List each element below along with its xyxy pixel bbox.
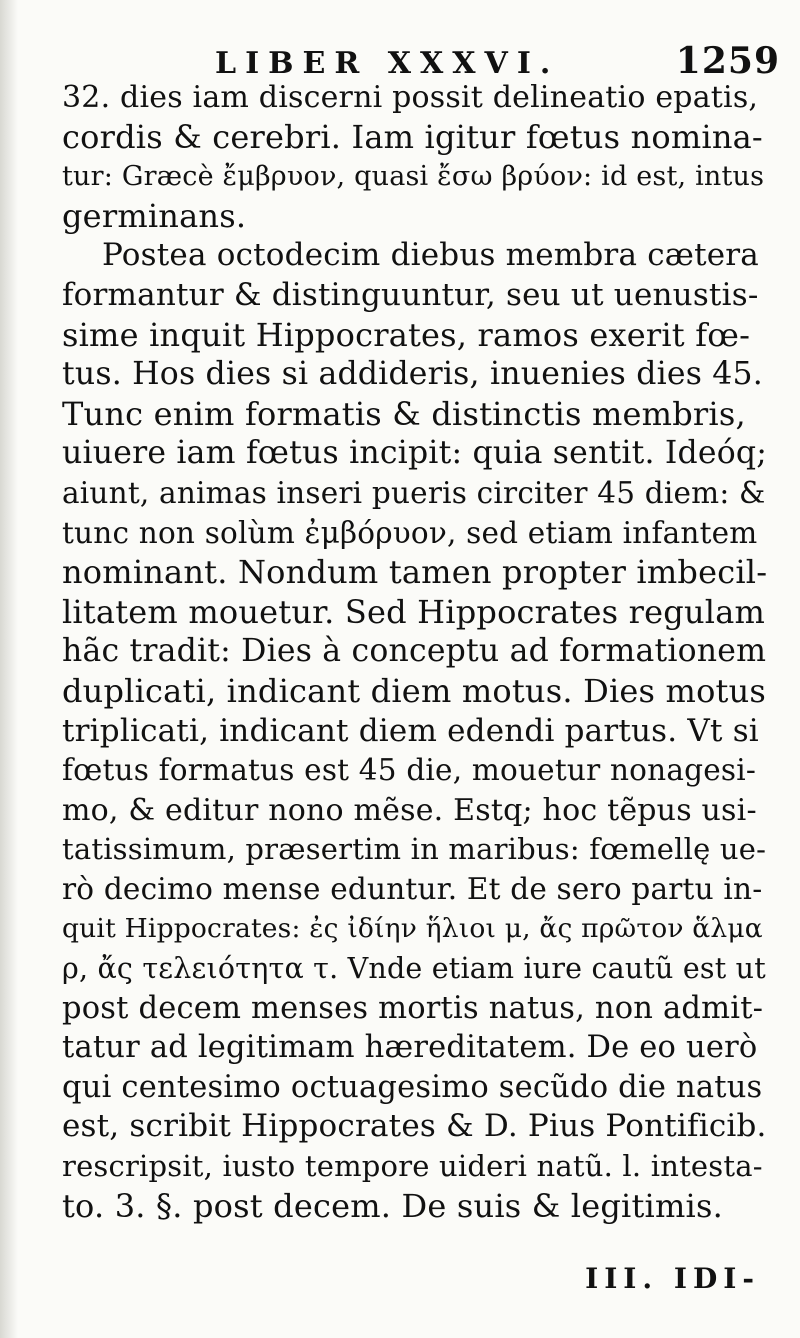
text-line: mo, & editur nono mẽse. Estq; hoc tẽpus usi- [62,792,757,828]
text-line: est, scribit Hippocrates & D. Pius Pontificib. [62,1108,767,1145]
text-line: post decem menses mortis natus, non admit- [62,990,764,1026]
text-line: rescripsit, iusto tempore uideri natũ. l. intesta- [62,1149,763,1184]
text-line: aiunt, animas inseri pueris circiter 45 diem: & [62,475,766,510]
text-line: 32. dies iam discerni possit delineatio epatis, [62,80,759,115]
text-line: tatissimum, præsertim in maribus: fœmellę ue- [62,832,767,867]
text-line: tus. Hos dies si addideris, inuenies dies 45. [62,356,764,393]
page-edge-shadow [0,0,18,1338]
text-line: to. 3. §. post decem. De suis & legitimis. [62,1186,723,1225]
text-line: fœtus formatus est 45 die, mouetur nonagesi- [62,753,756,788]
catchword: III. IDI- [585,1262,760,1295]
text-line: sime inquit Hippocrates, ramos exerit fœ- [62,315,751,354]
body-text [62,78,767,1226]
text-line: duplicati, indicant diem motus. Dies motus [62,671,767,710]
text-line: qui centesimo octuagesimo secũdo die natus [62,1069,763,1105]
text-line: triplicati, indicant diem edendi partus. Vt si [62,712,759,749]
text-line: hãc tradit: Dies à conceptu ad formationem [62,633,767,670]
text-line: rò decimo mense eduntur. Et de sero partu in- [62,871,763,906]
text-line: nominant. Nondum tamen propter imbecil- [62,553,768,592]
page-number: 1259 [675,40,780,82]
text-line: Postea octodecim diebus membra cætera [102,237,759,274]
text-line: uiuere iam fœtus incipit: quia sentit. Ideóq; [62,435,768,472]
text-line: litatem mouetur. Sed Hippocrates regulam [62,592,766,631]
text-line: cordis & cerebri. Iam igitur fœtus nomina- [62,117,763,156]
text-line: tunc non solùm ἐμβόρυον, sed etiam infantem [62,515,758,550]
text-line: formantur & distinguuntur, seu ut uenustis- [62,276,759,313]
text-line: tur: Græcè ἔμβρυον, quasi ἔσω βρύον: id est, intus [62,161,765,193]
text-line: germinans. [62,196,247,235]
text-line: tatur ad legitimam hæreditatem. De eo uerò [62,1030,758,1066]
text-line: ρ, ἄς τελειότητα τ. Vnde etiam iure cautũ est ut [62,952,766,986]
text-line: Tunc enim formatis & distinctis membris, [62,394,746,433]
text-line: quit Hippocrates: ἐς ἰδίην ἥλιοι μ, ἄς πρῶτον ἅλμα [62,913,763,945]
running-head: LIBER XXXVI. [215,46,560,81]
